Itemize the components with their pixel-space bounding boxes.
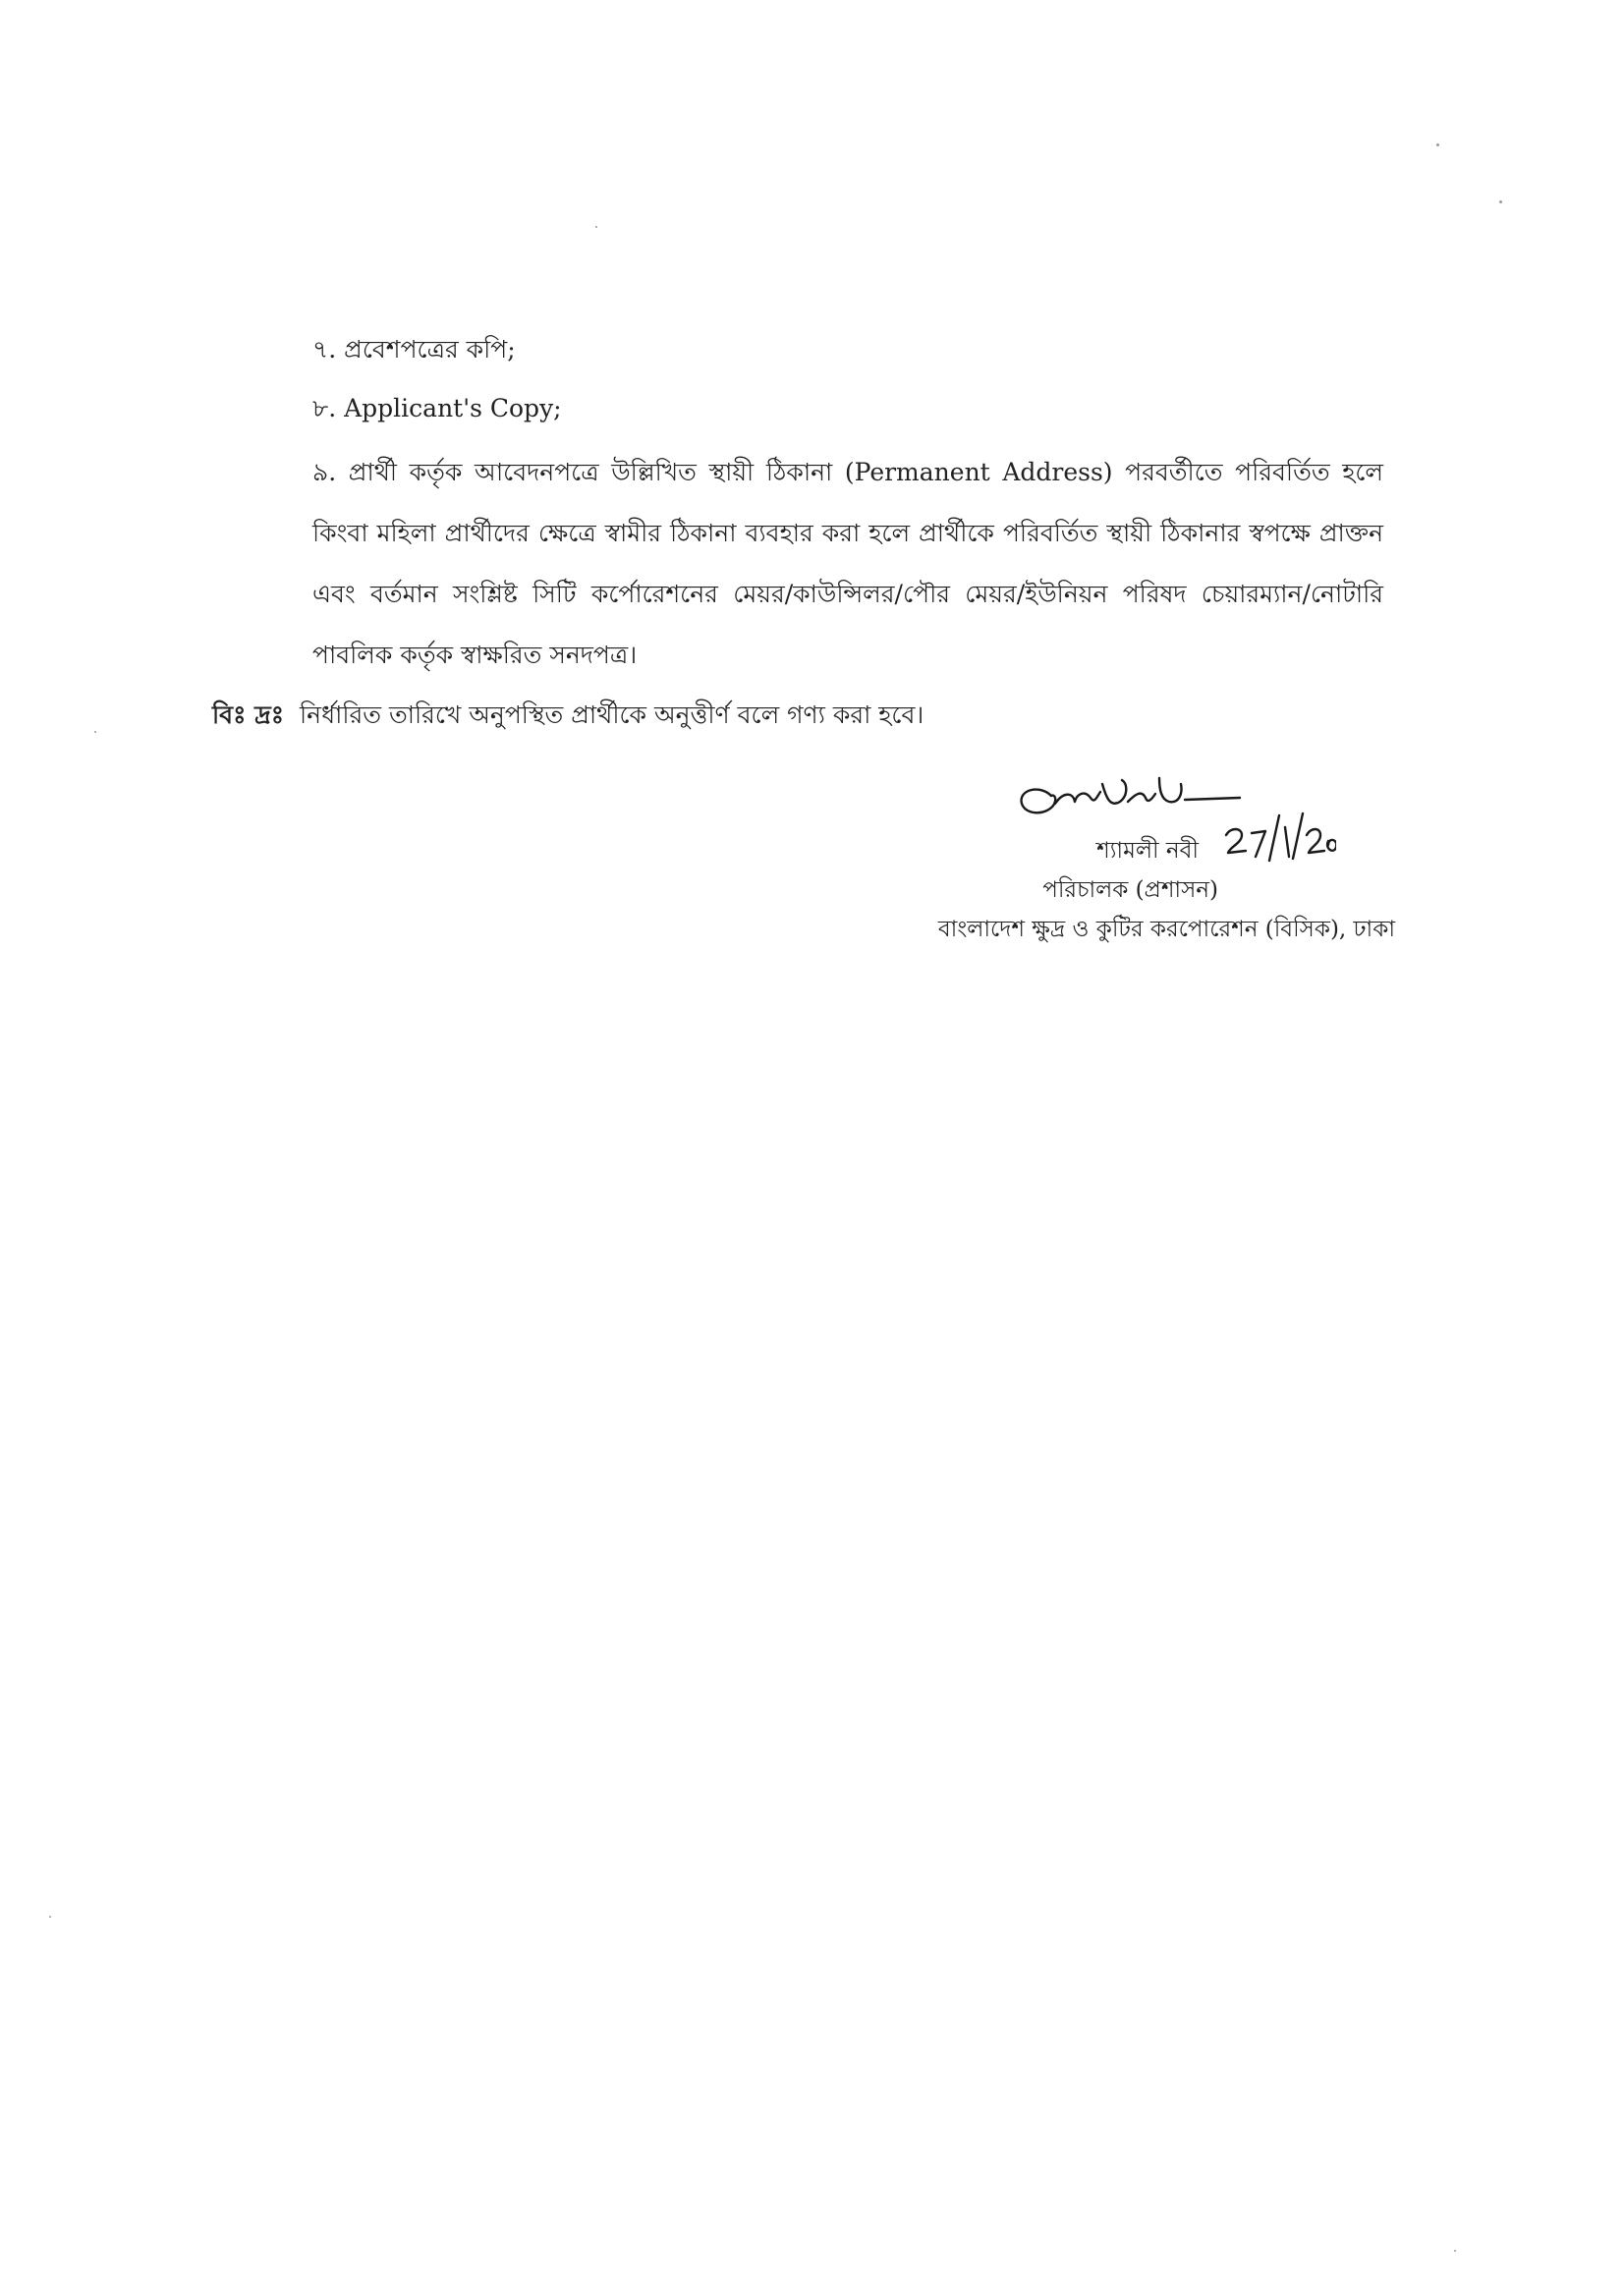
scan-speck (1499, 200, 1502, 203)
signatory-name: শ্যামলী নবী (1096, 838, 1199, 864)
list-item (312, 442, 1383, 686)
scan-speck (595, 226, 597, 228)
note-text: নির্ধারিত তারিখে অনুপস্থিত প্রার্থীকে অনুত্তীর্ণ বলে গণ্য করা হবে। (300, 700, 924, 729)
required-documents-list (312, 324, 1383, 694)
list-item-text: Applicant's Copy; (344, 394, 562, 422)
list-item-text: প্রার্থী কর্তৃক আবেদনপত্রে উল্লিখিত স্থায়ী ঠিকানা (Permanent Address) পরবর্তীতে পরিবর্তিত হলে কিংবা মহিলা প্রার্থীদের ক্ষেত্রে স্বামীর ঠিকানা ব্যবহার করা হলে প্রার্থীকে পরিবর্তিত স্থায়ী ঠিকানার স্বপক্ষে প্রাক্তন এবং বর্তমান সংশ্লিষ্ট সিটি কর্পোরেশনের মেয়র/কাউন্সিলর/পৌর মেয়র/ইউনিয়ন পরিষদ চেয়ারম্যান/নোটারি পাবলিক কর্তৃক স্বাক্ষরিত সনদপত্র। (312, 458, 1384, 669)
scan-speck (94, 731, 96, 733)
note-label: বিঃ দ্রঃ (212, 700, 285, 729)
special-note (212, 690, 1391, 741)
signature-block (865, 755, 1395, 951)
scan-speck (1454, 2250, 1456, 2252)
list-item-number: ৮. (312, 394, 337, 422)
signatory-organization: বাংলাদেশ ক্ষুদ্র ও কুটির করপোরেশন (বিসিক), ঢাকা (937, 917, 1395, 942)
scan-speck (1436, 143, 1439, 146)
list-item-text: প্রবেশপত্রের কপি; (344, 335, 516, 364)
scan-speck (49, 1916, 51, 1918)
list-item-number: ৭. (312, 335, 337, 364)
signatory-designation: পরিচালক (প্রশাসন) (1042, 877, 1218, 903)
list-item (312, 383, 1383, 434)
list-item (312, 324, 1383, 375)
list-item-number: ৯. (312, 458, 337, 486)
